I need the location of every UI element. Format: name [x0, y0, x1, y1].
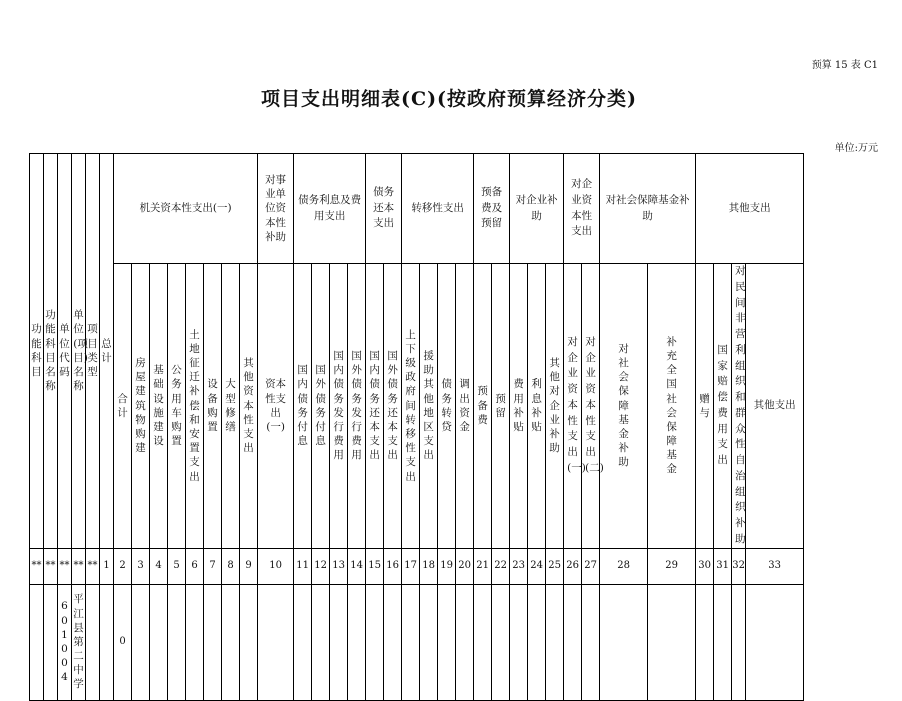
- index-number: 15: [366, 548, 384, 584]
- header-func-subject-name: 功能科目名称: [44, 154, 58, 549]
- group-capital-expenditure: 机关资本性支出(一): [114, 154, 258, 264]
- index-number: 16: [384, 548, 402, 584]
- index-number: 23: [510, 548, 528, 584]
- data-cell: [420, 584, 438, 700]
- data-unit-name: 平江县第二中学: [72, 584, 86, 700]
- data-cell: [100, 584, 114, 700]
- index-number: 8: [222, 548, 240, 584]
- sub-col: 赠与: [696, 264, 714, 549]
- data-cell: [150, 584, 168, 700]
- data-cell: [746, 584, 804, 700]
- index-number: 3: [132, 548, 150, 584]
- data-cell: [258, 584, 294, 700]
- data-cell: [294, 584, 312, 700]
- sub-col: 合计: [114, 264, 132, 549]
- index-star: **: [58, 548, 72, 584]
- sub-col: 国家赔偿费用支出: [714, 264, 732, 549]
- sub-col: 补充全国社会保障基金: [648, 264, 696, 549]
- sub-col: 对企业资本性支出(一): [564, 264, 582, 549]
- header-unit-code: 单位代码: [58, 154, 72, 549]
- index-number: 32: [732, 548, 746, 584]
- data-cell: [168, 584, 186, 700]
- data-cell: [186, 584, 204, 700]
- data-cell: [384, 584, 402, 700]
- index-number: 33: [746, 548, 804, 584]
- data-cell: [582, 584, 600, 700]
- data-cell: [348, 584, 366, 700]
- index-star: **: [30, 548, 44, 584]
- sub-col: 预备费: [474, 264, 492, 549]
- index-number: 26: [564, 548, 582, 584]
- sub-col: 土地征迁补偿和安置支出: [186, 264, 204, 549]
- group-reserve: 预备费及预留: [474, 154, 510, 264]
- sub-col: 国外债务发行费用: [348, 264, 366, 549]
- sub-col: 国内债务付息: [294, 264, 312, 549]
- sub-col: 援助其他地区支出: [420, 264, 438, 549]
- sub-col: 预留: [492, 264, 510, 549]
- index-number: 14: [348, 548, 366, 584]
- data-cell: [456, 584, 474, 700]
- group-enterprise-subsidy: 对企业补助: [510, 154, 564, 264]
- data-cell: [474, 584, 492, 700]
- data-cell: [402, 584, 420, 700]
- group-public-institution-capital-subsidy: 对事业单位资本性补助: [258, 154, 294, 264]
- index-number: 13: [330, 548, 348, 584]
- index-number: 27: [582, 548, 600, 584]
- sub-col: 公务用车购置: [168, 264, 186, 549]
- sub-col: 对企业资本性支出(二): [582, 264, 600, 549]
- data-cell: [528, 584, 546, 700]
- data-cell: [240, 584, 258, 700]
- group-other: 其他支出: [696, 154, 804, 264]
- index-number: 24: [528, 548, 546, 584]
- page-title: 项目支出明细表(C)(按政府预算经济分类): [260, 88, 638, 110]
- sub-col: 国内债务发行费用: [330, 264, 348, 549]
- group-social-security: 对社会保障基金补助: [600, 154, 696, 264]
- index-number: 1: [100, 548, 114, 584]
- sub-col: 费用补贴: [510, 264, 528, 549]
- index-number: 22: [492, 548, 510, 584]
- data-cell: [438, 584, 456, 700]
- data-cell: [44, 584, 58, 700]
- data-cell: [330, 584, 348, 700]
- sub-col: 设备购置: [204, 264, 222, 549]
- unit-label: 单位:万元: [834, 143, 878, 154]
- group-enterprise-capital: 对企业资本性支出: [564, 154, 600, 264]
- data-cell: [546, 584, 564, 700]
- sub-col: 利息补贴: [528, 264, 546, 549]
- index-number: 29: [648, 548, 696, 584]
- sub-col: 国外债务还本支出: [384, 264, 402, 549]
- index-number: 17: [402, 548, 420, 584]
- index-number: 12: [312, 548, 330, 584]
- header-total: 总计: [100, 154, 114, 549]
- index-number: 21: [474, 548, 492, 584]
- sub-col: 债务转贷: [438, 264, 456, 549]
- data-unit-code: 601004: [58, 584, 72, 700]
- group-transfer: 转移性支出: [402, 154, 474, 264]
- sub-col: 调出资金: [456, 264, 474, 549]
- data-cell: [132, 584, 150, 700]
- index-number: 25: [546, 548, 564, 584]
- index-star: **: [44, 548, 58, 584]
- header-unit-name: 单位(项目)名称: [72, 154, 86, 549]
- index-number: 5: [168, 548, 186, 584]
- sub-col: 其他对企业补助: [546, 264, 564, 549]
- index-number: 10: [258, 548, 294, 584]
- sub-col: 上下级政府间转移性支出: [402, 264, 420, 549]
- data-cell: [86, 584, 100, 700]
- sub-col: 对民间非营利组织和群众性自治组织补助: [732, 264, 746, 549]
- index-number: 19: [438, 548, 456, 584]
- index-number: 2: [114, 548, 132, 584]
- data-cell: [204, 584, 222, 700]
- data-cell: [30, 584, 44, 700]
- sub-col: 房屋建筑物购建: [132, 264, 150, 549]
- data-cell: [510, 584, 528, 700]
- data-cell: [732, 584, 746, 700]
- sub-col: 大型修缮: [222, 264, 240, 549]
- data-cell: [312, 584, 330, 700]
- data-cell: [714, 584, 732, 700]
- index-star: **: [72, 548, 86, 584]
- sub-col: 国外债务付息: [312, 264, 330, 549]
- index-number: 11: [294, 548, 312, 584]
- data-cell: [648, 584, 696, 700]
- sub-col: 对社会保障基金补助: [600, 264, 648, 549]
- index-number: 7: [204, 548, 222, 584]
- index-number: 28: [600, 548, 648, 584]
- sub-col: 资本性支出(一): [258, 264, 294, 549]
- sub-col: 其他支出: [746, 264, 804, 549]
- index-number: 20: [456, 548, 474, 584]
- form-code: 预算 15 表 C1: [811, 60, 878, 71]
- sub-col: 国内债务还本支出: [366, 264, 384, 549]
- data-cell: [366, 584, 384, 700]
- header-project-type: 项目类型: [86, 154, 100, 549]
- group-debt-principal: 债务还本支出: [366, 154, 402, 264]
- index-number: 30: [696, 548, 714, 584]
- data-cell: [222, 584, 240, 700]
- budget-table: [29, 153, 902, 701]
- index-number: 18: [420, 548, 438, 584]
- sub-col: 基础设施建设: [150, 264, 168, 549]
- index-number: 31: [714, 548, 732, 584]
- data-cell: [564, 584, 582, 700]
- data-cell: [696, 584, 714, 700]
- index-star: **: [86, 548, 100, 584]
- index-number: 9: [240, 548, 258, 584]
- index-number: 4: [150, 548, 168, 584]
- sub-col: 其他资本性支出: [240, 264, 258, 549]
- data-cell: [492, 584, 510, 700]
- index-number: 6: [186, 548, 204, 584]
- header-func-subject: 功能科目: [30, 154, 44, 549]
- group-debt-interest: 债务利息及费用支出: [294, 154, 366, 264]
- data-total: 0: [114, 584, 132, 700]
- data-cell: [600, 584, 648, 700]
